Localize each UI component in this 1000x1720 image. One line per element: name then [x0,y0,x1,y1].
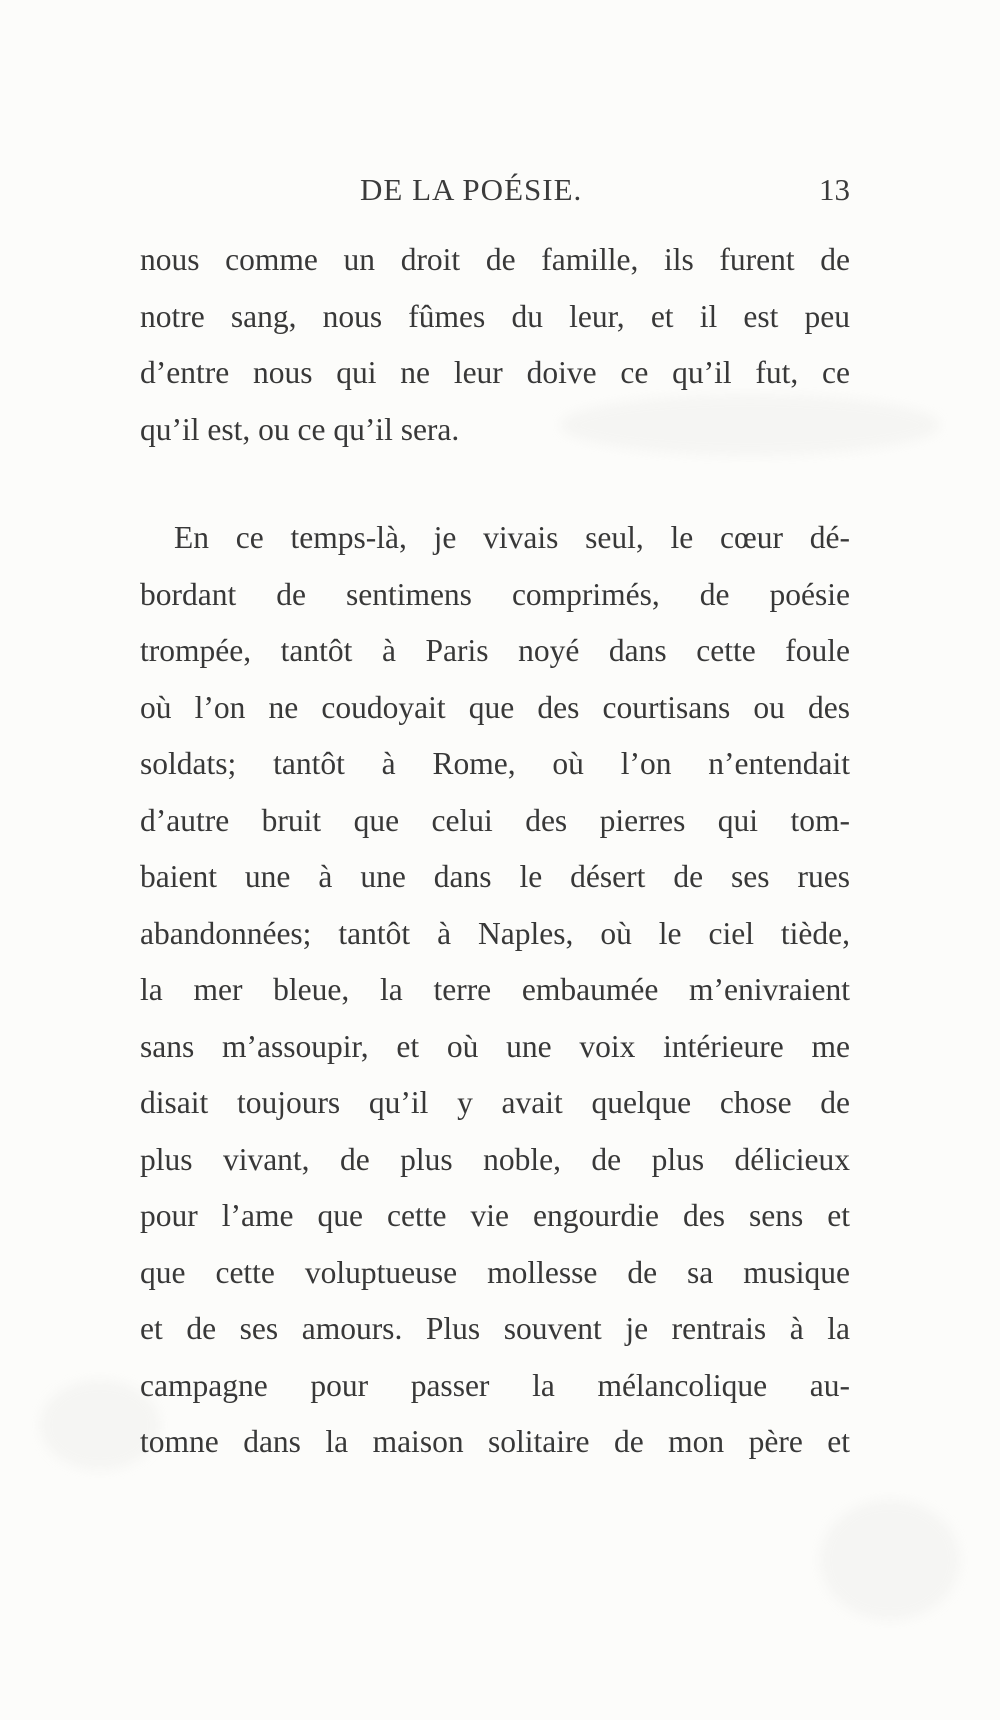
text-line: où l’on ne coudoyait que des courtisans ou des [140,689,850,725]
text-line: En ce temps-là, je vivais seul, le cœur dé- [174,520,850,555]
text-line: pour l’ame que cette vie engourdie des sens et [140,1198,850,1233]
text-line: plus vivant, de plus noble, de plus délicieux [140,1141,850,1177]
text-line: la mer bleue, la terre embaumée m’enivraient [140,972,850,1007]
text-line: disait toujours qu’il y avait quelque chose de [140,1085,850,1120]
text-line: nous comme un droit de famille, ils furent de [140,242,850,277]
running-title: DE LA POÉSIE. [360,172,583,207]
text-line: d’autre bruit que celui des pierres qui tom- [140,802,850,838]
page-header [140,172,850,222]
text-line: trompée, tantôt à Paris noyé dans cette foule [140,633,850,668]
text-line: d’entre nous qui ne leur doive ce qu’il fut, ce [140,355,850,390]
text-line: baient une à une dans le désert de ses rues [140,859,850,894]
text-line: bordant de sentimens comprimés, de poésie [140,576,850,612]
text-line: soldats; tantôt à Rome, où l’on n’entendait [140,746,850,781]
paragraph-2 [140,510,850,1471]
text-line: tomne dans la maison solitaire de mon père et [140,1424,850,1459]
text-line: notre sang, nous fûmes du leur, et il est peu [140,298,850,334]
page-number: 13 [819,172,850,207]
text-line: que cette voluptueuse mollesse de sa musique [140,1254,850,1290]
text-line: abandonnées; tantôt à Naples, où le ciel tiède, [140,915,850,951]
text-line: et de ses amours. Plus souvent je rentrais à la [140,1311,850,1346]
paragraph-1 [140,232,850,458]
text-line: sans m’assoupir, et où une voix intérieure me [140,1028,850,1064]
text-line: qu’il est, ou ce qu’il sera. [140,411,460,447]
paper-stain [820,1500,960,1620]
text-line: campagne pour passer la mélancolique au- [140,1367,850,1403]
